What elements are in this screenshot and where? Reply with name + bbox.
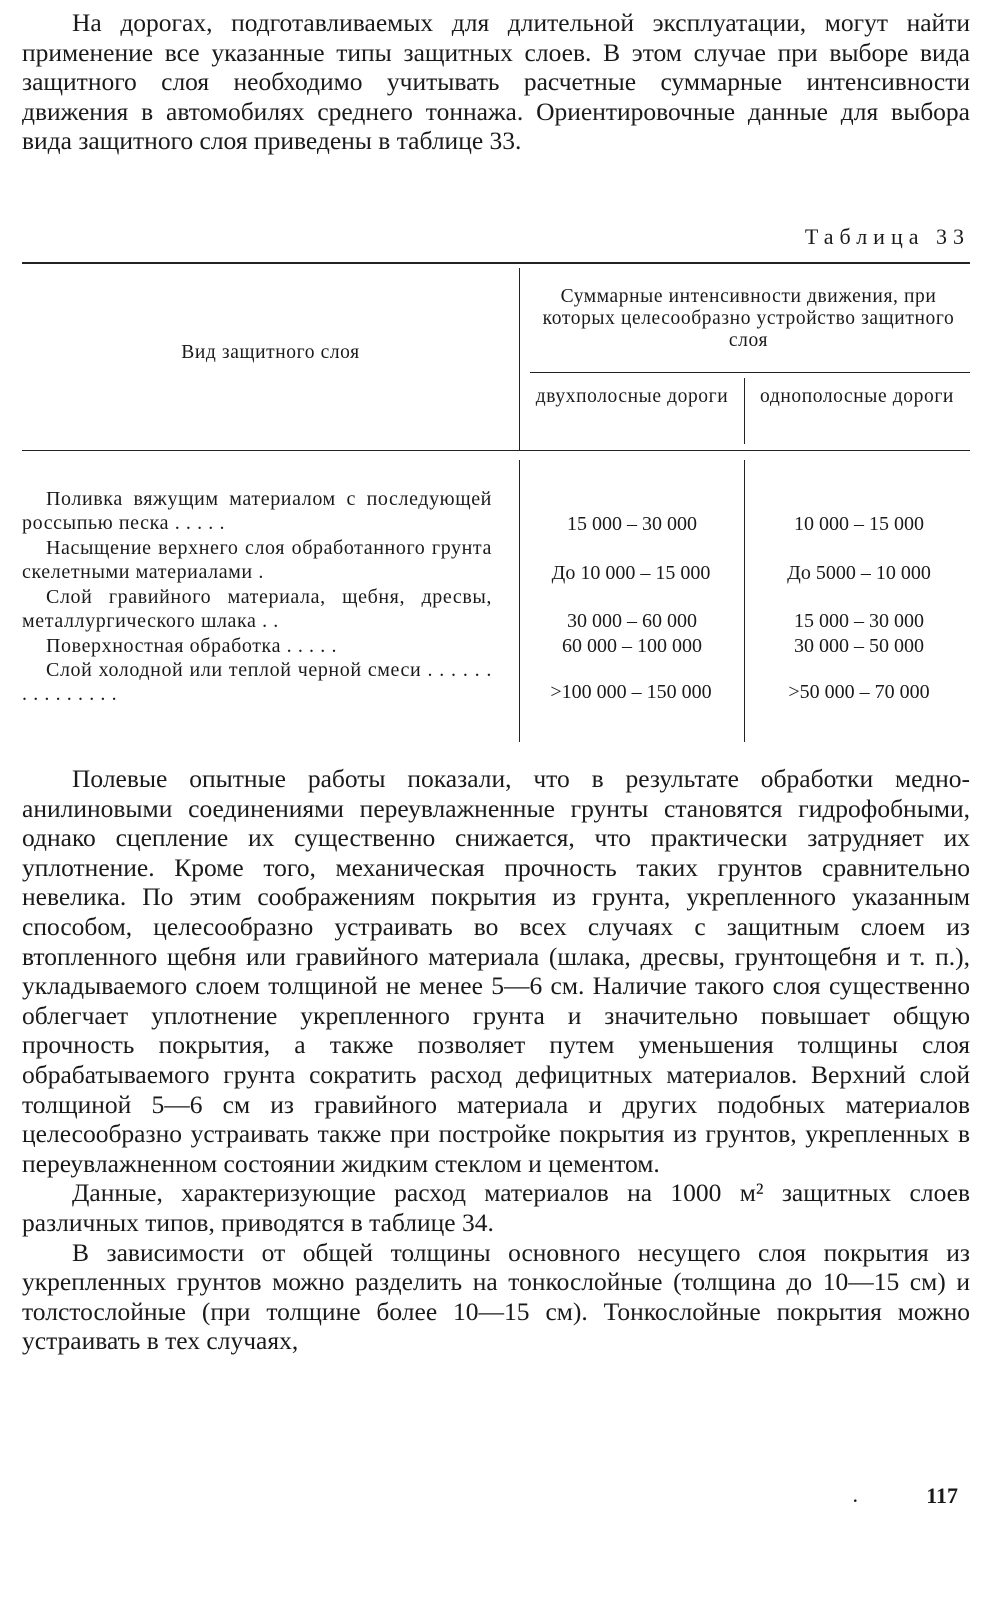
header-two-lane: двухполосные дороги — [535, 386, 729, 407]
cell-one-lane: 10 000 – 15 000 — [794, 513, 924, 535]
table-row-label: Насыщение верхнего слоя обработанного грунта скелетными материалами . — [22, 537, 492, 584]
cell-one-lane: 15 000 – 30 000 — [794, 610, 924, 632]
table-group-rule — [530, 372, 970, 373]
table-col-rule-1-body — [519, 460, 520, 742]
cell-two-lane: 30 000 – 60 000 — [567, 610, 697, 632]
body-paragraph: Данные, характеризующие расход материалов на 1000 м² защитных слоев различных типов, приводятся в таблице 34. — [22, 1178, 970, 1237]
cell-two-lane: 15 000 – 30 000 — [567, 513, 697, 535]
intro-paragraph: На дорогах, подготавливаемых для длительной эксплуатации, могут найти применение все указанные типы защитных слоев. В этом случае при выборе вида защитного слоя необходимо учитывать расчетные суммарные интенсивности движения в автомобилях среднего тоннажа. Ориентировочные данные для выбора вида защитного слоя приведены в таблице 33. — [22, 8, 970, 156]
cell-two-lane: До 10 000 – 15 000 — [551, 562, 711, 584]
table-header-rule — [22, 450, 970, 451]
body-text — [22, 764, 970, 1356]
page-dot: . — [852, 1482, 858, 1507]
table-top-rule — [22, 262, 970, 264]
header-traffic-intensity: Суммарные интенсивности движения, при которых целесообразно устройство защитного слоя — [542, 286, 955, 351]
table-col-rule-2-body — [744, 460, 745, 742]
header-protective-layer: Вид защитного слоя — [181, 342, 360, 363]
table-row-label: Слой гравийного материала, щебня, дресвы, металлургического шлака . . — [22, 586, 492, 633]
cell-two-lane: 60 000 – 100 000 — [562, 635, 702, 657]
header-one-lane: однополосные дороги — [760, 386, 954, 407]
cell-one-lane: До 5000 – 10 000 — [787, 562, 931, 584]
cell-one-lane: 30 000 – 50 000 — [794, 635, 924, 657]
table-row-label: Слой холодной или теплой черной смеси . . . . . . . . . . . . . . . — [22, 659, 492, 706]
table-row-label: Поверхностная обработка . . . . . — [46, 635, 338, 657]
table-col-rule-2-head — [744, 378, 745, 444]
page-number: 117 — [926, 1483, 958, 1508]
cell-two-lane: >100 000 – 150 000 — [550, 681, 712, 703]
body-paragraph: Полевые опытные работы показали, что в результате обработки медно-анилиновыми соединениями переувлажненные грунты становятся гидрофобными, однако сцепление их существенно снижается, что практически затрудняет их уплотнение. Кроме того, механическая прочность таких грунтов сравнительно невелика. По этим соображениям покрытия из грунта, укрепленного указанным способом, целесообразно устраивать во всех случаях с защитным слоем из втопленного щебня или гравийного материала (шлака, дресвы, грунтощебня и т. п.), укладываемого слоем толщиной не менее 5—6 см. Наличие такого слоя существенно облегчает уплотнение укрепленного грунта и значительно повышает общую прочность покрытия, а также позволяет путем уменьшения толщины слоя обрабатываемого грунта сократить расход дефицитных материалов. Верхний слой толщиной 5—6 см из гравийного материала и других подобных материалов целесообразно устраивать также при постройке покрытия из грунтов, укрепленных в переувлажненном состоянии жидким стеклом и цементом. — [22, 764, 970, 1178]
cell-one-lane: >50 000 – 70 000 — [788, 681, 930, 703]
table-col-rule-1-head — [519, 268, 520, 450]
table-row-label: Поливка вяжущим материалом с последующей россыпью песка . . . . . — [22, 488, 492, 535]
table-caption: Таблица 33 — [804, 224, 970, 249]
body-paragraph: В зависимости от общей толщины основного несущего слоя покрытия из укрепленных грунтов можно разделить на тонкослойные (толщина до 10—15 см) и толстослойные (при толщине более 10—15 см). Тонкослойные покрытия можно устраивать в тех случаях, — [22, 1237, 970, 1356]
